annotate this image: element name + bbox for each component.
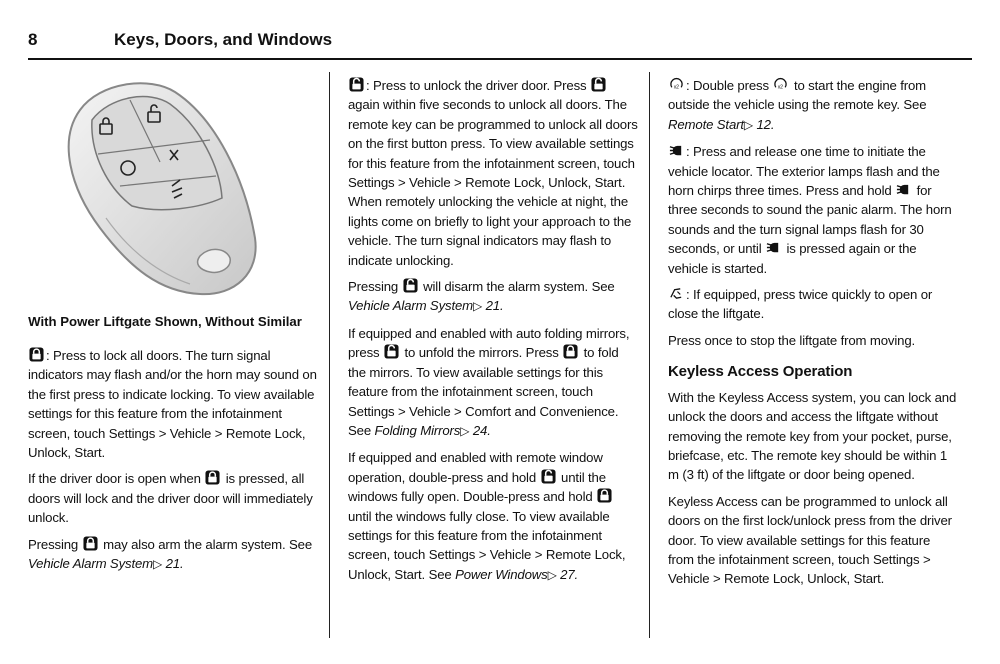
lock-icon bbox=[563, 344, 578, 359]
vehicle-locator-description: : Press and release one time to initiate the vehicle locator. The exterior lamps flash and the horn chirps three times. Press and hold for three seconds to sound the panic alarm. The horn sounds and the turn signal lamps flash for 30 seconds, or until is pressed again or the vehicle is started. bbox=[668, 144, 952, 276]
keyless-access-paragraph-1: With the Keyless Access system, you can lock and unlock the doors and access the liftgate without removing the remote key from your pocket, purse, briefcase, etc. The remote key should be within 1 m (3 ft) of the liftgate or door being opened. bbox=[668, 389, 957, 483]
lock-description: : Press to lock all doors. The turn signal indicators may flash and/or the horn may sound on the first press to indicate locking. To view available settings for this feature from the infotainment screen, touch Settings > Vehicle > Remote Lock, Unlock, Start. bbox=[28, 348, 317, 461]
liftgate-icon bbox=[669, 286, 684, 301]
liftgate-description: : If equipped, press twice quickly to open or close the liftgate. bbox=[668, 287, 933, 322]
unlock-icon bbox=[541, 469, 556, 484]
unlock-description: : Press to unlock the driver door. Press again within five seconds to unlock all doors. The remote key can be programmed to unlock all doors on the first button press. To view available settings for this feature from the infotainment screen, touch Settings > Vehicle > Remote Lock, Unlock, Start. When remotely unlocking the vehicle at night, the lights come on briefly to light your approach to the vehicle. The turn signal indicators may flash to indicate unlocking. bbox=[348, 78, 638, 268]
page-ref-arrow-icon: ▷ bbox=[473, 299, 483, 314]
page-header bbox=[28, 30, 972, 60]
power-windows-link[interactable]: Power Windows bbox=[455, 566, 548, 582]
key-fob-caption: With Power Liftgate Shown, Without Similar bbox=[28, 314, 302, 329]
unlock-icon bbox=[403, 278, 418, 293]
column-1 bbox=[28, 346, 318, 581]
page-ref-arrow-icon: ▷ bbox=[460, 423, 470, 438]
lock-icon bbox=[29, 347, 44, 362]
lock-icon bbox=[597, 488, 612, 503]
unlock-icon bbox=[349, 77, 364, 92]
remote-window-note: If equipped and enabled with remote window operation, double-press and hold until the windows fully open. Double-press and hold until the windows fully close. To view available settings for this feature from the infotainment screen, touch Settings > Vehicle > Remote Lock, Unlock, Start. See Power Windows▷ 27. bbox=[348, 450, 626, 582]
unlock-icon bbox=[384, 344, 399, 359]
vehicle-locator-icon bbox=[896, 182, 911, 197]
header-rule bbox=[28, 58, 972, 60]
column-divider-1 bbox=[329, 72, 330, 638]
key-fob-illustration bbox=[40, 68, 290, 308]
svg-text:x2: x2 bbox=[778, 84, 784, 91]
folding-mirrors-link[interactable]: Folding Mirrors bbox=[374, 422, 461, 438]
page-number: 8 bbox=[28, 30, 38, 49]
remote-start-description: x2 : Double press x2 to start the engine from outside the vehicle using the remote key. See Remote Start▷ 12. bbox=[668, 78, 927, 132]
alarm-arm-note: Pressing may also arm the alarm system. See Vehicle Alarm System▷ 21. bbox=[28, 536, 313, 572]
keyless-access-heading: Keyless Access Operation bbox=[668, 363, 853, 381]
alarm-disarm-note: Pressing will disarm the alarm system. See Vehicle Alarm System▷ 21. bbox=[348, 279, 615, 314]
lock-icon bbox=[205, 470, 220, 485]
liftgate-stop-note: Press once to stop the liftgate from moving. bbox=[668, 332, 916, 348]
vehicle-alarm-link[interactable]: Vehicle Alarm System bbox=[28, 556, 154, 572]
remote-start-icon bbox=[669, 77, 684, 92]
vehicle-alarm-link[interactable]: Vehicle Alarm System bbox=[348, 298, 474, 314]
remote-start-link[interactable]: Remote Start bbox=[668, 116, 744, 132]
column-2 bbox=[348, 76, 638, 592]
driver-door-open-note: If the driver door is open when is pressed, all doors will lock and the driver door will immediately unlock. bbox=[28, 471, 313, 526]
column-3 bbox=[668, 76, 958, 596]
unlock-icon bbox=[591, 77, 606, 92]
remote-start-icon bbox=[773, 77, 788, 92]
section-title: Keys, Doors, and Windows bbox=[114, 30, 333, 49]
keyless-access-paragraph-2: Keyless Access can be programmed to unlock all doors on the first lock/unlock press from the driver door. To view available settings for this feature from the infotainment screen, touch Settings > Vehicle > Remote Lock, Unlock, Start. bbox=[668, 493, 952, 587]
vehicle-locator-icon bbox=[766, 240, 781, 255]
folding-mirrors-note: If equipped and enabled with auto folding mirrors, press to unfold the mirrors. Press to fold the mirrors. To view available settings for this feature from the infotainment screen, touch Settings > Vehicle > Comfort and Convenience. See Folding Mirrors▷ 24. bbox=[348, 325, 630, 438]
vehicle-locator-icon bbox=[669, 143, 684, 158]
page-ref-arrow-icon: ▷ bbox=[153, 557, 163, 572]
column-divider-2 bbox=[649, 72, 650, 638]
svg-text:x2: x2 bbox=[673, 84, 679, 91]
lock-icon bbox=[83, 536, 98, 551]
page-ref-arrow-icon: ▷ bbox=[743, 117, 753, 132]
page-ref-arrow-icon: ▷ bbox=[547, 567, 557, 582]
